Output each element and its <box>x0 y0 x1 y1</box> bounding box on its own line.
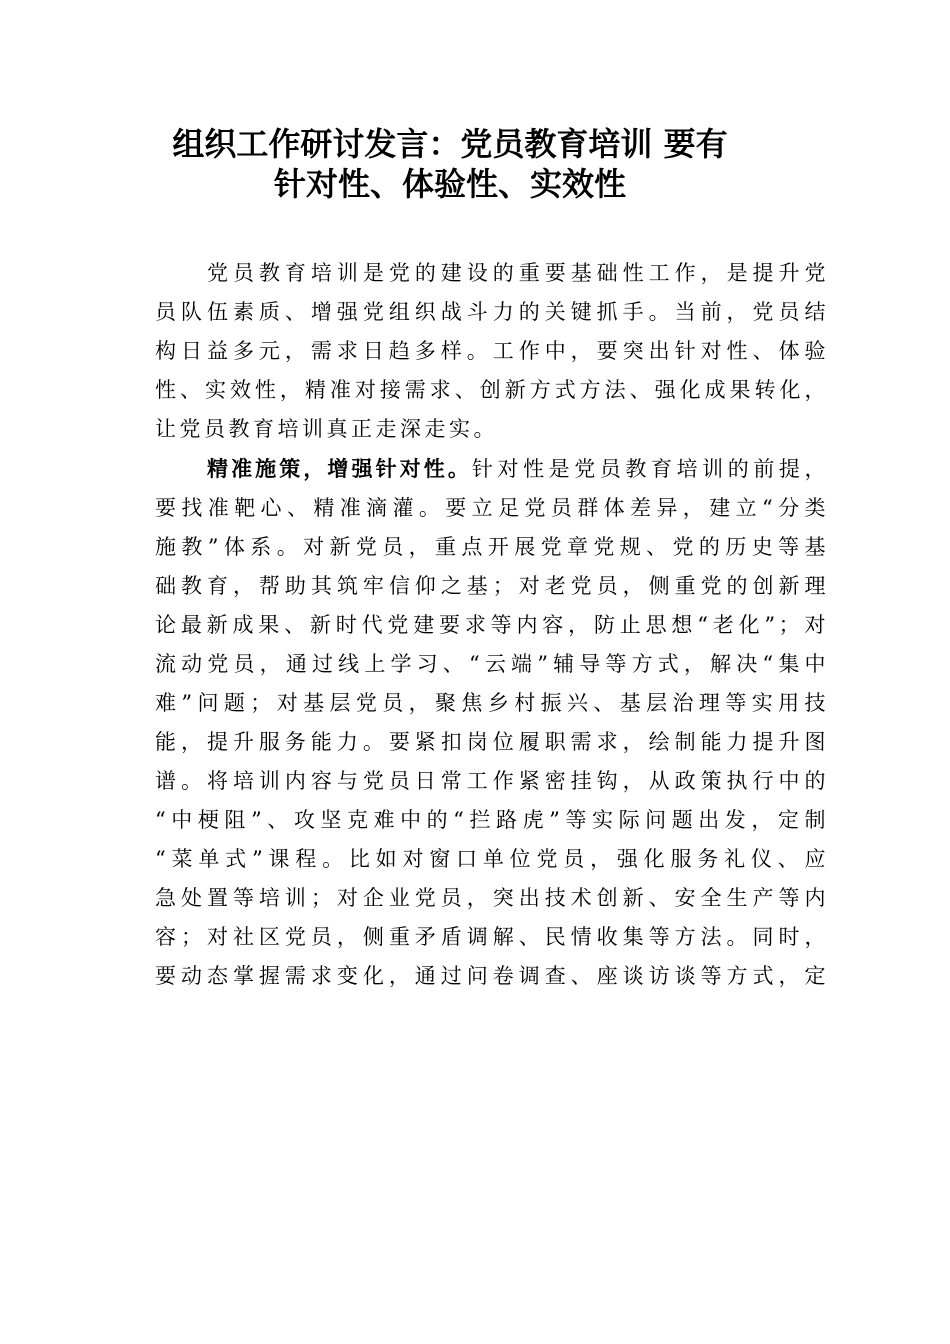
paragraph-2-line: 流动党员，通过线上学习、“云端”辅导等方式，解决“集中 <box>155 652 829 676</box>
paragraph-1-line: 员队伍素质、增强党组织战斗力的关键抓手。当前，党员结 <box>155 300 829 324</box>
paragraph-2-first-line-text: 针对性是党员教育培训的前提， <box>471 457 830 481</box>
paragraph-2-line: 论最新成果、新时代党建要求等内容，防止思想“老化”；对 <box>155 613 829 637</box>
document-title-line-1: 组织工作研讨发言：党员教育培训 要有 <box>172 125 728 163</box>
paragraph-2-line: 难”问题；对基层党员，聚焦乡村振兴、基层治理等实用技 <box>155 691 829 715</box>
paragraph-2-line: “中梗阻”、攻坚克难中的“拦路虎”等实际问题出发，定制 <box>155 808 829 832</box>
paragraph-2-line: 要找准靶心、精准滴灌。要立足党员群体差异，建立“分类 <box>155 496 829 520</box>
paragraph-1-line: 构日益多元，需求日趋多样。工作中，要突出针对性、体验 <box>155 339 829 363</box>
paragraph-2-line: 要动态掌握需求变化，通过问卷调查、座谈访谈等方式，定 <box>155 964 829 988</box>
paragraph-2-line: 施教”体系。对新党员，重点开展党章党规、党的历史等基 <box>155 535 829 559</box>
paragraph-2-first-line <box>207 454 829 484</box>
paragraph-2-line: 谱。将培训内容与党员日常工作紧密挂钩，从政策执行中的 <box>155 769 829 793</box>
paragraph-1-line: 让党员教育培训真正走深走实。 <box>155 417 498 441</box>
paragraph-2-line: 能，提升服务能力。要紧扣岗位履职需求，绘制能力提升图 <box>155 730 829 754</box>
paragraph-2-line: 础教育，帮助其筑牢信仰之基；对老党员，侧重党的创新理 <box>155 574 829 598</box>
paragraph-2-line: 容；对社区党员，侧重矛盾调解、民情收集等方法。同时， <box>155 925 829 949</box>
paragraph-2-line: “菜单式”课程。比如对窗口单位党员，强化服务礼仪、应 <box>155 847 829 871</box>
document-title-line-2: 针对性、体验性、实效性 <box>273 165 626 203</box>
paragraph-1-line: 性、实效性，精准对接需求、创新方式方法、强化成果转化， <box>155 378 829 402</box>
paragraph-2-line: 急处置等培训；对企业党员，突出技术创新、安全生产等内 <box>155 886 829 910</box>
paragraph-2-lead-heading: 精准施策，增强针对性。 <box>207 457 472 481</box>
paragraph-1-line: 党员教育培训是党的建设的重要基础性工作，是提升党 <box>207 261 829 285</box>
